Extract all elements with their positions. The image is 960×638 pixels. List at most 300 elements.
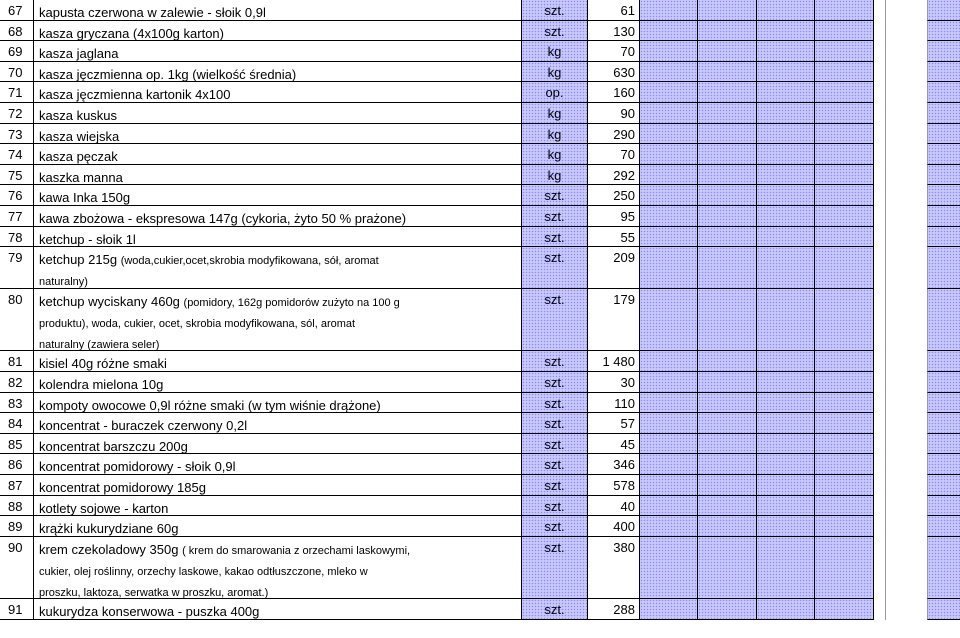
input-cell-price[interactable]	[639, 289, 697, 352]
product-description-text: produktu), woda, cukier, ocet, skrobia modyfikowana, sól, aromat	[39, 317, 356, 330]
unit-text: szt.	[544, 416, 565, 432]
row-number-text: 67	[8, 3, 23, 18]
table-row	[0, 516, 960, 537]
product-description-text: naturalny)	[39, 276, 88, 289]
empty-cell	[885, 41, 927, 62]
unit-text: szt.	[544, 436, 565, 452]
product-name	[33, 103, 521, 124]
product-name-line	[39, 561, 521, 582]
quantity-text: 160	[613, 85, 635, 101]
empty-cell	[885, 247, 927, 289]
input-cell-gross[interactable]	[814, 516, 873, 537]
input-cell-value[interactable]	[697, 103, 756, 124]
quantity-text: 70	[620, 147, 635, 163]
product-name-text: kasza jęczmienna op. 1kg (wielkość średnia)	[39, 66, 297, 82]
input-cell-value[interactable]	[697, 475, 756, 496]
input-cell-value[interactable]	[697, 0, 756, 21]
unit-text: szt.	[544, 291, 565, 307]
spacer-cell	[873, 537, 885, 600]
input-cell-gross[interactable]	[814, 62, 873, 83]
input-cell-price[interactable]	[639, 124, 697, 145]
input-cell-price[interactable]	[639, 185, 697, 206]
unit-text: szt.	[544, 354, 565, 370]
input-cell-price[interactable]	[639, 227, 697, 248]
quantity-text: 209	[613, 250, 635, 266]
input-cell-price[interactable]	[639, 537, 697, 600]
spacer-cell	[873, 0, 885, 21]
quantity-text: 130	[613, 23, 635, 39]
product-name	[33, 289, 521, 352]
input-cell-value[interactable]	[697, 41, 756, 62]
input-cell-value[interactable]	[697, 227, 756, 248]
input-cell-vat[interactable]	[756, 599, 814, 620]
table-row	[0, 144, 960, 165]
input-cell-extra[interactable]	[927, 289, 960, 352]
table-row	[0, 289, 960, 352]
unit-cell	[521, 0, 587, 21]
quantity-text: 292	[613, 167, 635, 183]
input-cell-vat[interactable]	[756, 227, 814, 248]
input-cell-price[interactable]	[639, 21, 697, 42]
input-cell-value[interactable]	[697, 21, 756, 42]
quantity-cell	[587, 103, 639, 124]
input-cell-gross[interactable]	[814, 413, 873, 434]
input-cell-price[interactable]	[639, 496, 697, 517]
product-name	[33, 144, 521, 165]
row-number-text: 81	[8, 354, 23, 370]
unit-cell	[521, 144, 587, 165]
empty-cell	[885, 165, 927, 186]
input-cell-value[interactable]	[697, 516, 756, 537]
input-cell-price[interactable]	[639, 599, 697, 620]
unit-text: szt.	[544, 395, 565, 411]
product-name-text: kasza kuskus	[39, 108, 118, 123]
input-cell-value[interactable]	[697, 351, 756, 372]
empty-cell	[885, 496, 927, 517]
quantity-cell	[587, 0, 639, 21]
input-cell-extra[interactable]	[927, 165, 960, 186]
product-name-text: kawa Inka 150g	[39, 190, 131, 206]
spacer-cell	[873, 144, 885, 165]
input-cell-extra[interactable]	[927, 103, 960, 124]
product-name-text: kolendra mielona 10g	[39, 377, 164, 392]
input-cell-value[interactable]	[697, 185, 756, 206]
input-cell-price[interactable]	[639, 82, 697, 103]
spacer-cell	[873, 247, 885, 289]
product-name	[33, 454, 521, 475]
row-number-text: 88	[8, 498, 23, 514]
spacer-cell	[873, 599, 885, 620]
input-cell-extra[interactable]	[927, 227, 960, 248]
product-name	[33, 227, 521, 248]
spacer-cell	[873, 21, 885, 42]
spacer-cell	[873, 206, 885, 227]
input-cell-extra[interactable]	[927, 0, 960, 21]
row-number	[0, 537, 33, 600]
row-number	[0, 124, 33, 145]
product-name	[33, 62, 521, 83]
input-cell-value[interactable]	[697, 454, 756, 475]
unit-text: szt.	[544, 209, 565, 224]
input-cell-price[interactable]	[639, 413, 697, 434]
empty-cell	[885, 185, 927, 206]
input-cell-vat[interactable]	[756, 537, 814, 600]
input-cell-value[interactable]	[697, 165, 756, 186]
product-name-text: kukurydza konserwowa - puszka 400g	[39, 604, 260, 620]
input-cell-price[interactable]	[639, 144, 697, 165]
row-number	[0, 454, 33, 475]
spacer-cell	[873, 372, 885, 393]
input-cell-extra[interactable]	[927, 185, 960, 206]
row-number	[0, 599, 33, 620]
product-name-text: kasza gryczana (4x100g karton)	[39, 25, 224, 41]
input-cell-value[interactable]	[697, 434, 756, 455]
input-cell-vat[interactable]	[756, 393, 814, 414]
quantity-text: 179	[613, 291, 635, 307]
product-name-text: kisiel 40g różne smaki	[39, 356, 167, 372]
unit-cell	[521, 227, 587, 248]
quantity-text: 250	[613, 188, 635, 204]
product-name-text: kasza jęczmienna kartonik 4x100	[39, 87, 231, 103]
input-cell-gross[interactable]	[814, 185, 873, 206]
unit-cell	[521, 82, 587, 103]
spacer-cell	[873, 41, 885, 62]
unit-text: szt.	[544, 229, 565, 245]
product-name-line	[39, 250, 521, 271]
input-cell-vat[interactable]	[756, 82, 814, 103]
input-cell-extra[interactable]	[927, 475, 960, 496]
input-cell-gross[interactable]	[814, 21, 873, 42]
input-cell-vat[interactable]	[756, 0, 814, 21]
input-cell-value[interactable]	[697, 82, 756, 103]
empty-cell	[885, 516, 927, 537]
unit-text: szt.	[544, 457, 565, 473]
product-name-text: ketchup - słoik 1l	[39, 231, 136, 247]
input-cell-gross[interactable]	[814, 144, 873, 165]
input-cell-vat[interactable]	[756, 413, 814, 434]
input-cell-price[interactable]	[639, 165, 697, 186]
row-number-text: 78	[8, 229, 23, 245]
row-number	[0, 21, 33, 42]
input-cell-extra[interactable]	[927, 124, 960, 145]
quantity-text: 57	[620, 416, 635, 432]
product-name	[33, 0, 521, 21]
input-cell-vat[interactable]	[756, 103, 814, 124]
table-row	[0, 165, 960, 186]
input-cell-price[interactable]	[639, 351, 697, 372]
input-cell-vat[interactable]	[756, 351, 814, 372]
unit-cell	[521, 393, 587, 414]
input-cell-gross[interactable]	[814, 475, 873, 496]
table-row	[0, 393, 960, 414]
input-cell-vat[interactable]	[756, 475, 814, 496]
spacer-cell	[873, 103, 885, 124]
product-name-text: kaszka manna	[39, 169, 123, 185]
input-cell-extra[interactable]	[927, 372, 960, 393]
unit-text: szt.	[544, 602, 565, 618]
input-cell-extra[interactable]	[927, 62, 960, 83]
quantity-text: 380	[613, 539, 635, 555]
input-cell-gross[interactable]	[814, 372, 873, 393]
row-number-text: 74	[8, 147, 23, 163]
input-cell-vat[interactable]	[756, 454, 814, 475]
input-cell-price[interactable]	[639, 0, 697, 21]
product-name-text: kasza pęczak	[39, 149, 118, 165]
input-cell-price[interactable]	[639, 372, 697, 393]
input-cell-value[interactable]	[697, 206, 756, 227]
input-cell-vat[interactable]	[756, 41, 814, 62]
unit-text: szt.	[544, 3, 565, 18]
input-cell-extra[interactable]	[927, 599, 960, 620]
row-number	[0, 165, 33, 186]
input-cell-gross[interactable]	[814, 124, 873, 145]
product-name-text: koncentrat - buraczek czerwony 0,2l	[39, 418, 248, 434]
input-cell-price[interactable]	[639, 41, 697, 62]
quantity-cell	[587, 393, 639, 414]
table-row	[0, 599, 960, 620]
input-cell-value[interactable]	[697, 289, 756, 352]
input-cell-gross[interactable]	[814, 289, 873, 352]
input-cell-extra[interactable]	[927, 537, 960, 600]
row-number	[0, 144, 33, 165]
input-cell-vat[interactable]	[756, 247, 814, 289]
input-cell-price[interactable]	[639, 247, 697, 289]
table-row	[0, 413, 960, 434]
row-number-text: 73	[8, 126, 23, 142]
input-cell-gross[interactable]	[814, 247, 873, 289]
quantity-cell	[587, 372, 639, 393]
unit-text: kg	[547, 147, 562, 163]
row-number-text: 72	[8, 106, 23, 121]
input-cell-vat[interactable]	[756, 206, 814, 227]
empty-cell	[885, 413, 927, 434]
input-cell-extra[interactable]	[927, 496, 960, 517]
row-number	[0, 41, 33, 62]
spacer-cell	[873, 165, 885, 186]
unit-text: kg	[547, 64, 562, 80]
row-number-text: 83	[8, 395, 23, 411]
table-row	[0, 496, 960, 517]
input-cell-gross[interactable]	[814, 82, 873, 103]
row-number-text: 77	[8, 209, 23, 224]
input-cell-vat[interactable]	[756, 144, 814, 165]
spacer-cell	[873, 185, 885, 206]
input-cell-value[interactable]	[697, 372, 756, 393]
product-name	[33, 475, 521, 496]
input-cell-price[interactable]	[639, 434, 697, 455]
input-cell-gross[interactable]	[814, 165, 873, 186]
input-cell-extra[interactable]	[927, 247, 960, 289]
product-name-text: kotlety sojowe - karton	[39, 500, 169, 516]
input-cell-extra[interactable]	[927, 413, 960, 434]
input-cell-vat[interactable]	[756, 185, 814, 206]
input-cell-gross[interactable]	[814, 41, 873, 62]
input-cell-extra[interactable]	[927, 144, 960, 165]
input-cell-vat[interactable]	[756, 434, 814, 455]
product-description-text: (woda,cukier,ocet,skrobia modyfikowana, sół, aromat	[120, 255, 379, 268]
input-cell-gross[interactable]	[814, 227, 873, 248]
row-number	[0, 372, 33, 393]
input-cell-price[interactable]	[639, 206, 697, 227]
input-cell-vat[interactable]	[756, 496, 814, 517]
table-row	[0, 206, 960, 227]
input-cell-vat[interactable]	[756, 165, 814, 186]
input-cell-price[interactable]	[639, 475, 697, 496]
input-cell-extra[interactable]	[927, 393, 960, 414]
unit-cell	[521, 475, 587, 496]
quantity-cell	[587, 144, 639, 165]
product-name-text: kapusta czerwona w zalewie - słoik 0,9l	[39, 5, 266, 20]
quantity-text: 95	[620, 209, 635, 224]
product-name	[33, 496, 521, 517]
input-cell-extra[interactable]	[927, 41, 960, 62]
input-cell-extra[interactable]	[927, 82, 960, 103]
product-name-line	[39, 540, 521, 561]
input-cell-gross[interactable]	[814, 537, 873, 600]
quantity-text: 45	[620, 436, 635, 452]
input-cell-price[interactable]	[639, 516, 697, 537]
input-cell-value[interactable]	[697, 393, 756, 414]
table-row	[0, 185, 960, 206]
unit-cell	[521, 124, 587, 145]
unit-cell	[521, 413, 587, 434]
empty-cell	[885, 62, 927, 83]
input-cell-extra[interactable]	[927, 434, 960, 455]
product-name-text: kompoty owocowe 0,9l różne smaki (w tym wiśnie drążone)	[39, 397, 381, 413]
input-cell-value[interactable]	[697, 413, 756, 434]
unit-cell	[521, 185, 587, 206]
quantity-text: 40	[620, 498, 635, 514]
input-cell-gross[interactable]	[814, 0, 873, 21]
row-number-text: 76	[8, 188, 23, 204]
row-number	[0, 0, 33, 21]
quantity-cell	[587, 82, 639, 103]
product-name-text: krem czekoladowy 350g	[39, 541, 183, 557]
product-description-text: naturalny (zawiera seler)	[39, 338, 160, 351]
row-number	[0, 351, 33, 372]
unit-text: kg	[547, 167, 562, 183]
input-cell-vat[interactable]	[756, 289, 814, 352]
row-number	[0, 393, 33, 414]
input-cell-vat[interactable]	[756, 372, 814, 393]
table-row	[0, 62, 960, 83]
product-name	[33, 351, 521, 372]
quantity-cell	[587, 434, 639, 455]
quantity-cell	[587, 62, 639, 83]
row-number-text: 71	[8, 85, 23, 101]
spacer-cell	[873, 351, 885, 372]
row-number	[0, 516, 33, 537]
quantity-cell	[587, 537, 639, 600]
quantity-text: 288	[613, 602, 635, 618]
row-number	[0, 103, 33, 124]
empty-cell	[885, 599, 927, 620]
input-cell-gross[interactable]	[814, 103, 873, 124]
table-row	[0, 103, 960, 124]
input-cell-gross[interactable]	[814, 454, 873, 475]
input-cell-vat[interactable]	[756, 62, 814, 83]
quantity-text: 61	[620, 3, 635, 18]
row-number	[0, 413, 33, 434]
product-name	[33, 41, 521, 62]
input-cell-value[interactable]	[697, 537, 756, 600]
input-cell-gross[interactable]	[814, 393, 873, 414]
unit-cell	[521, 62, 587, 83]
row-number-text: 91	[8, 602, 23, 618]
unit-text: kg	[547, 126, 562, 142]
input-cell-gross[interactable]	[814, 599, 873, 620]
input-cell-gross[interactable]	[814, 496, 873, 517]
input-cell-price[interactable]	[639, 393, 697, 414]
input-cell-vat[interactable]	[756, 21, 814, 42]
row-number-text: 68	[8, 23, 23, 39]
input-cell-value[interactable]	[697, 247, 756, 289]
unit-text: szt.	[544, 375, 565, 390]
row-number-text: 86	[8, 457, 23, 473]
product-name-line	[39, 602, 521, 622]
product-name	[33, 393, 521, 414]
empty-cell	[885, 0, 927, 21]
input-cell-extra[interactable]	[927, 454, 960, 475]
input-cell-gross[interactable]	[814, 206, 873, 227]
unit-text: szt.	[544, 478, 565, 493]
quantity-cell	[587, 41, 639, 62]
row-number-text: 90	[8, 539, 23, 555]
input-cell-value[interactable]	[697, 599, 756, 620]
row-number-text: 80	[8, 291, 23, 307]
quantity-text: 400	[613, 519, 635, 535]
input-cell-price[interactable]	[639, 103, 697, 124]
product-name	[33, 434, 521, 455]
row-number-text: 89	[8, 519, 23, 535]
spacer-cell	[873, 454, 885, 475]
input-cell-vat[interactable]	[756, 516, 814, 537]
unit-cell	[521, 247, 587, 289]
quantity-cell	[587, 185, 639, 206]
spacer-cell	[873, 82, 885, 103]
product-name-text: ketchup 215g	[39, 252, 121, 268]
quantity-text: 290	[613, 126, 635, 142]
input-cell-extra[interactable]	[927, 351, 960, 372]
unit-text: kg	[547, 106, 562, 121]
row-number	[0, 206, 33, 227]
input-cell-extra[interactable]	[927, 21, 960, 42]
product-name	[33, 247, 521, 289]
table-row	[0, 227, 960, 248]
input-cell-gross[interactable]	[814, 434, 873, 455]
input-cell-price[interactable]	[639, 454, 697, 475]
input-cell-value[interactable]	[697, 496, 756, 517]
spacer-cell	[873, 289, 885, 352]
input-cell-value[interactable]	[697, 124, 756, 145]
empty-cell	[885, 289, 927, 352]
input-cell-price[interactable]	[639, 62, 697, 83]
row-number-text: 75	[8, 167, 23, 183]
empty-cell	[885, 351, 927, 372]
unit-cell	[521, 41, 587, 62]
product-description-text: proszku, laktoza, serwatka w proszku, aromat.)	[39, 586, 269, 599]
empty-cell	[885, 537, 927, 600]
input-cell-extra[interactable]	[927, 516, 960, 537]
input-cell-gross[interactable]	[814, 351, 873, 372]
product-name-text: kawa zbożowa - ekspresowa 147g (cykoria, żyto 50 % prażone)	[39, 211, 407, 226]
row-number	[0, 289, 33, 352]
input-cell-extra[interactable]	[927, 206, 960, 227]
input-cell-vat[interactable]	[756, 124, 814, 145]
input-cell-value[interactable]	[697, 62, 756, 83]
input-cell-value[interactable]	[697, 144, 756, 165]
quantity-text: 90	[620, 106, 635, 121]
